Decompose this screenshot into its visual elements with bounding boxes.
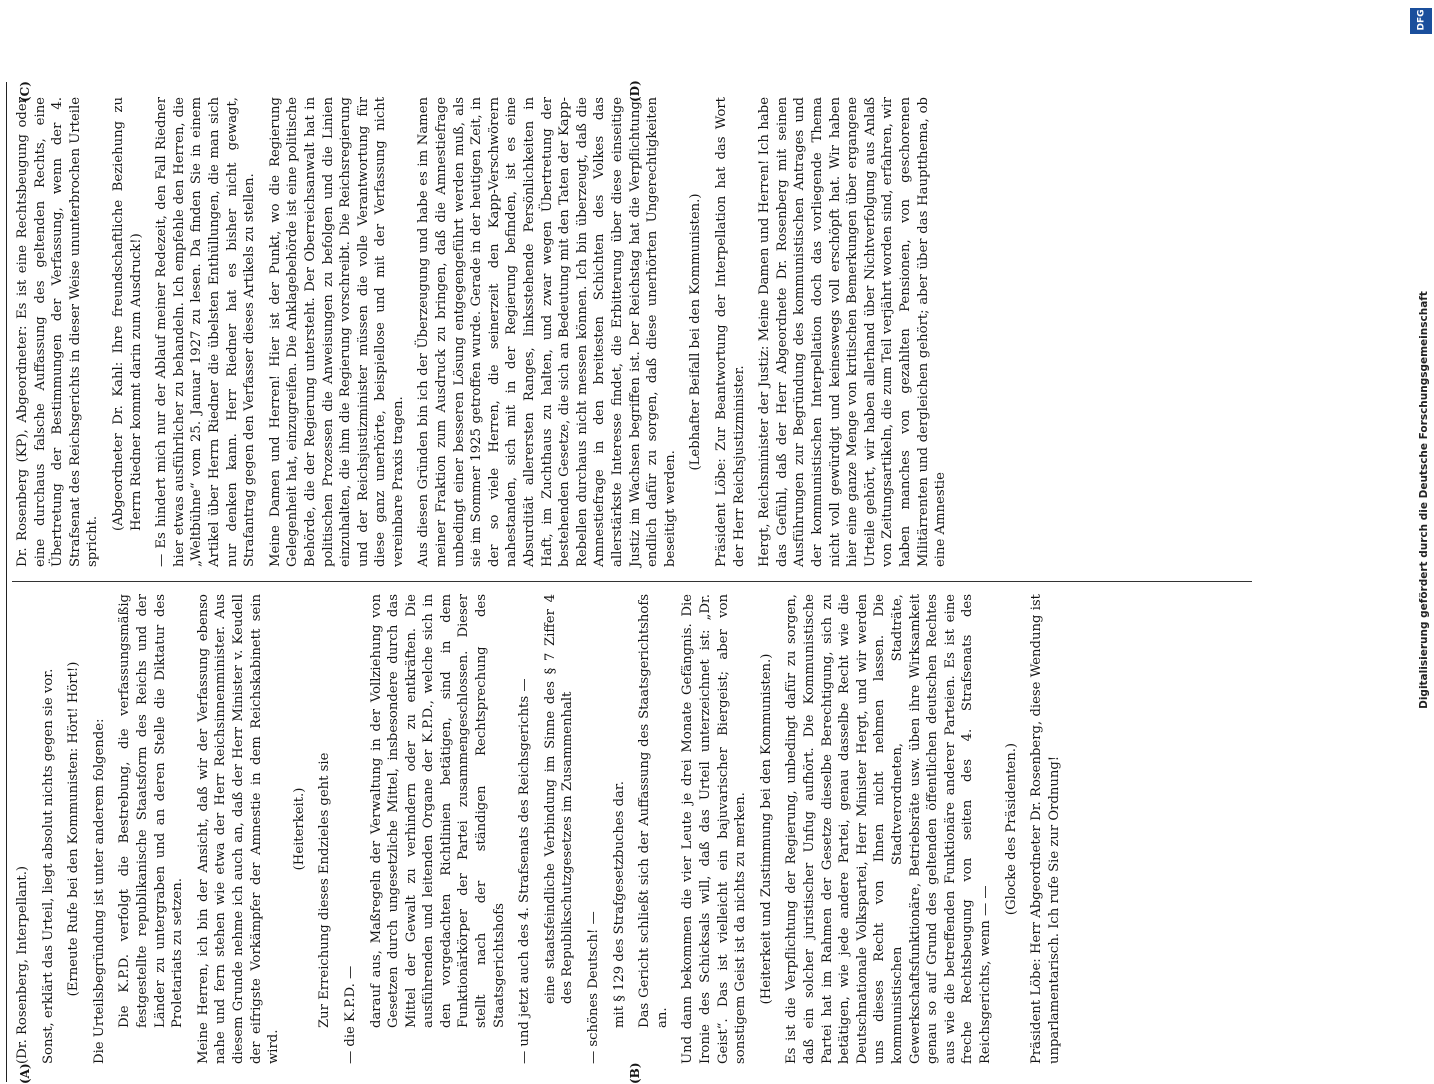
interjection: (Erneute Rufe bei den Kommunisten: Hört! Hört!)	[65, 594, 83, 1064]
paragraph: Und dann bekommen die vier Leute je drei Monate Gefängnis. Die Ironie des Schicksals will, daß das Urteil unterzeichnet ist: „Dr. Geist“. Das ist vielleicht ein bajuvarischer Biergeist; aber von sonstigem Geist ist da nichts zu merken.	[679, 594, 749, 1064]
aside: — die K.P.D. —	[342, 594, 360, 1064]
aside: — schönes Deutsch! —	[585, 594, 603, 1064]
paragraph: — Es hindert mich nur der Ablauf meiner Redezeit, den Fall Riedner hier etwas ausführlicher zu behandeln. Ich empfehle den Herren, die „Weltbühne“ vom 25. Januar 1927 zu lesen. Da finden Sie in einem Artikel über Herrn Riedner die übelsten Enthüllungen, die man sich nur denken kann. Herr Riedner hat es bisher nicht gewagt, Strafantrag gegen den Verfasser dieses Artikels zu stellen.	[153, 97, 259, 567]
minister-statement: Hergt, Reichsminister der Justiz: Meine Damen und Herren! Ich habe das Gefühl, daß der Herr Abgeordnete Dr. Rosenberg mit seinen Ausführungen zur Begründung des kommunistischen Antrages und der kommunistischen Interpellation doch das vorliegende Thema nicht voll gewürdigt und keineswegs voll erschöpft hat. Wir haben hier eine ganze Menge von kritischen Bemerkungen über ergangene Urteile gehört, wir haben allerhand über Nichtverfolgung aus Anlaß von Zeitungsartikeln, die zum Teil verjährt worden sind, erfahren, wir haben manches von gezahlten Pensionen, von geschorenen Militärrenten und dergleichen gehört; aber über das Hauptthema, ob eine Amnestie	[756, 97, 950, 567]
aside: — und jetzt auch des 4. Strafsenats des Reichsgerichts —	[516, 594, 534, 1064]
interjection: (Heiterkeit und Zustimmung bei den Kommunisten.)	[758, 594, 776, 1064]
column-divider	[12, 581, 1252, 582]
quotation: darauf aus, Maßregeln der Verwaltung in der Vollziehung von Gesetzen durch ungesetzliche Mittel, insbesondere durch das Mittel der Gewalt zu verhindern oder zu entkräften. Die ausführenden und leitenden Organe der K.P.D., welche sich in den vorgedachten Richtlinien betätigen, sind in dem Funktionärkörper der Partei zusammengeschlossen. Dieser stellt nach der ständigen Rechtsprechung des Staatsgerichtshofs	[368, 594, 509, 1064]
interjection: (Lebhafter Beifall bei den Kommunisten.)	[687, 97, 705, 567]
page-header	[0, 82, 7, 1082]
quotation: mit § 129 des Strafgesetzbuches dar.	[611, 594, 629, 1064]
paragraph: Meine Herren, ich bin der Ansicht, daß wir der Verfassung ebenso nahe und fern stehen wie etwa der Herr Reichsinnenminister. Aus diesem Grunde nehme ich auch an, daß der Herr Minister v. Keudell der eifrigste Vorkämpfer der Amnestie in dem Reichskabinett sein wird.	[195, 594, 283, 1064]
speaker-statement: Dr. Rosenberg (KP), Abgeordneter: Es ist eine Rechtsbeugung oder eine durchaus falsche Auffassung des geltenden Rechts, eine Übertretung der Bestimmungen der Verfassung, wenn der 4. Strafsenat des Reichsgerichts in dieser Weise ununterbrochen Urteile spricht.	[14, 97, 102, 567]
digitization-note	[1408, 10, 1422, 990]
interjection: (Glocke des Präsidenten.)	[1003, 594, 1021, 1064]
margin-mark-b: (B)	[628, 1063, 642, 1084]
paragraph: Meine Damen und Herren! Hier ist der Punkt, wo die Regierung Gelegenheit hat, einzugreifen. Die Anklagebehörde ist eine politische Behörde, die der Regierung untersteht. Der Oberreichsanwalt hat in politischen Prozessen die Anweisungen zu befolgen und die Linien einzuhalten, die ihm die Regierung vorschreibt. Die Reichsregierung und der Reichsjustizminister müssen die volle Verantwortung für diese ganz unerhörte, beispiellose und mit der Verfassung nicht vereinbare Praxis tragen.	[267, 97, 408, 567]
dfg-logo: DFG	[1410, 8, 1432, 34]
interjection: (Heiterkeit.)	[291, 594, 309, 1064]
paragraph: Sonst, erklärt das Urteil, liegt absolut nichts gegen sie vor.	[40, 594, 58, 1064]
paragraph: Die Urteilsbegründung ist unter anderem folgende:	[91, 594, 109, 1064]
margin-mark-c: (C)	[18, 81, 32, 102]
quotation: eine staatsfeindliche Verbindung im Sinne des § 7 Ziffer 4 des Republikschutzgesetzes im Zusammenhalt	[542, 594, 577, 1064]
quotation: Zur Erreichung dieses Endzieles geht sie	[316, 594, 334, 1064]
right-column	[14, 97, 958, 567]
quotation: Die K.P.D. verfolgt die Bestrebung, die verfassungsmäßig festgestellte republikanische Staatsform des Reichs und der Länder zu untergraben und an deren Stelle die Diktatur des Proletariats zu setzen.	[116, 594, 186, 1064]
left-column	[14, 594, 1071, 1064]
interjection: (Abgeordneter Dr. Kahl: Ihre freundschaftliche Beziehung zu Herrn Riedner kommt darin zum Ausdruck!)	[110, 97, 145, 567]
rotated-page	[0, 82, 1278, 1082]
margin-mark-d: (D)	[628, 80, 642, 102]
paragraph: Aus diesen Gründen bin ich der Überzeugung und habe es im Namen meiner Fraktion zum Ausdruck zu bringen, daß die Amnestiefrage unbedingt einer besseren Lösung entgegengeführt werden muß, als sie im Sommer 1925 getroffen wurde. Gerade in der heutigen Zeit, in der so viele Herren, die seinerzeit den Kapp-Verschwörern nahestanden, sich mit in der Regierung befinden, ist es eine Absurdität allerersten Ranges, linksstehende Persönlichkeiten in Haft, im Zuchthaus zu halten, und zwar wegen Übertretung der bestehenden Gesetze, die sich an Bedeutung mit den Taten der Kapp-Rebellen durchaus nicht messen können. Ich bin überzeugt, daß die Amnestiefrage in den breitesten Schichten des Volkes das allerstärkste Interesse findet, die Erbitterung über diese einseitige Justiz im Wachsen begriffen ist. Der Reichstag hat die Verpflichtung, endlich dafür zu sorgen, daß diese unerhörten Ungerechtigkeiten beseitigt werden.	[415, 97, 679, 567]
paragraph: Es ist die Verpflichtung der Regierung, unbedingt dafür zu sorgen, daß ein solcher juristischer Unfug aufhört. Die Kommunistische Partei hat im Rahmen der Gesetze dieselbe Berechtigung, sich zu betätigen, wie jede andere Partei, genau dasselbe Recht wie die Deutschnationale Volkspartei, Herr Minister Hergt, und wir werden uns dieses Recht von Ihnen nicht nehmen lassen. Die kommunistischen Stadtverordneten, Stadträte, Gewerkschaftsfunktionäre, Betriebsräte usw. üben ihre Wirksamkeit genau so auf Grund des geltenden öffentlichen deutschen Rechtes aus wie die betreffenden Funktionäre anderer Parteien. Es ist eine freche Rechtsbeugung von seiten des 4. Strafsenats des Reichsgerichts, wenn — —	[783, 594, 994, 1064]
margin-mark-a: (A)	[18, 1063, 32, 1084]
president-statement: Präsident Löbe: Zur Beantwortung der Interpellation hat das Wort der Herr Reichsjustizminister.	[713, 97, 748, 567]
speaker-continuation: (Dr. Rosenberg, Interpellant.)	[14, 594, 32, 1064]
digitization-note-text: Digitalisierung gefördert durch die Deutsche Forschungsgemeinschaft	[1418, 10, 1430, 990]
quotation: Das Gericht schließt sich der Auffassung des Staatsgerichtshofs an.	[636, 594, 671, 1064]
president-statement: Präsident Löbe: Herr Abgeordneter Dr. Rosenberg, diese Wendung ist unparlamentarisch. Ich rufe Sie zur Ordnung!	[1028, 594, 1063, 1064]
